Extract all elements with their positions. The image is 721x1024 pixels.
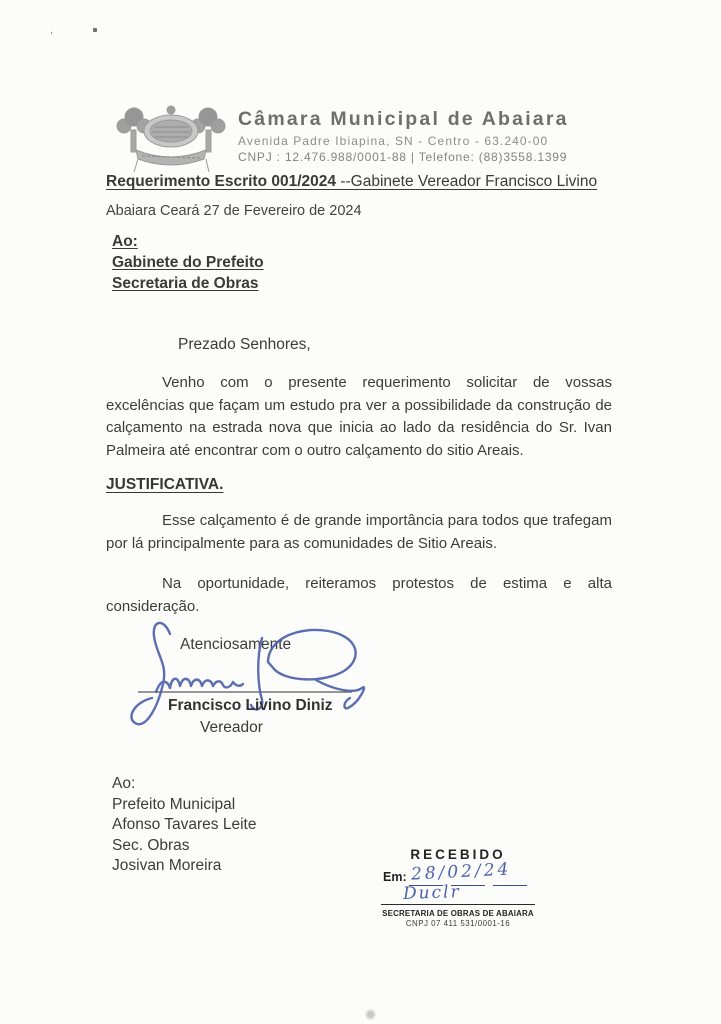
paragraph-closing: Na oportunidade, reiteramos protestos de estima e alta consideração. [106,575,612,615]
recipient-block [112,231,264,294]
org-address: Avenida Padre Ibiapina, SN - Centro - 63.240-00 [238,134,549,148]
paragraph-justification: Esse calçamento é de grande importância para todos que trafegam por lá principalmente para as comunidades de Sitio Areais. [106,512,612,552]
stamp-signature-row [379,881,537,906]
org-name: Câmara Municipal de Abaiara [238,108,569,130]
stamp-em-label: Em: [383,870,407,884]
footer-recipient-block [112,774,256,877]
footer-recipient-label: Ao: [112,775,136,792]
justification-heading: JUSTIFICATIVA. [106,476,224,493]
scan-speck [93,28,97,32]
scan-speck: , [50,24,54,36]
received-stamp [379,847,537,928]
closing-word: Atenciosamente [180,636,292,653]
paragraph-request: Venho com o presente requerimento solicitar de vossas excelências que façam um estudo pra ver a possibilidade da construção de calçamento na estrada nova que inicia ao lado da residência do Sr. Ivan Palmeira até encontrar com o outro calçamento do sitio Areais. [106,374,612,459]
footer-recipient-line: Afonso Tavares Leite [112,816,257,833]
org-cnpj-phone: CNPJ : 12.476.988/0001-88 | Telefone: (88)3558.1399 [238,150,568,164]
scan-speck [366,1010,375,1019]
stamp-org-line: SECRETARIA DE OBRAS DE ABAIARA [382,908,534,918]
document-title [106,173,612,191]
stamp-cnpj-line: CNPJ 07 411 531/0001-16 [405,918,511,928]
footer-recipient-line: Prefeito Municipal [112,795,236,813]
date-line: Abaiara Ceará 27 de Fevereiro de 2024 [106,203,362,219]
municipal-crest-logo [108,102,234,176]
signer-name: Francisco Livino Diniz [168,697,333,714]
letterhead [106,100,618,178]
handwritten-initials: Duclr [402,881,462,905]
document-title-office: --Gabinete Vereador Francisco Livino [336,173,598,190]
recipient-line: Gabinete do Prefeito [112,254,264,271]
recipient-line: Secretaria de Obras [112,275,259,292]
footer-recipient-line: Josivan Moreira [112,857,222,874]
footer-recipient-line: Sec. Obras [112,836,190,854]
document-title-number: Requerimento Escrito 001/2024 [106,173,337,190]
recipient-label: Ao: [112,233,138,250]
salutation: Prezado Senhores, [178,336,311,353]
handwritten-date: 28/02/24 [410,859,512,885]
stamp-title: RECEBIDO [410,847,506,862]
signer-role: Vereador [200,719,263,736]
